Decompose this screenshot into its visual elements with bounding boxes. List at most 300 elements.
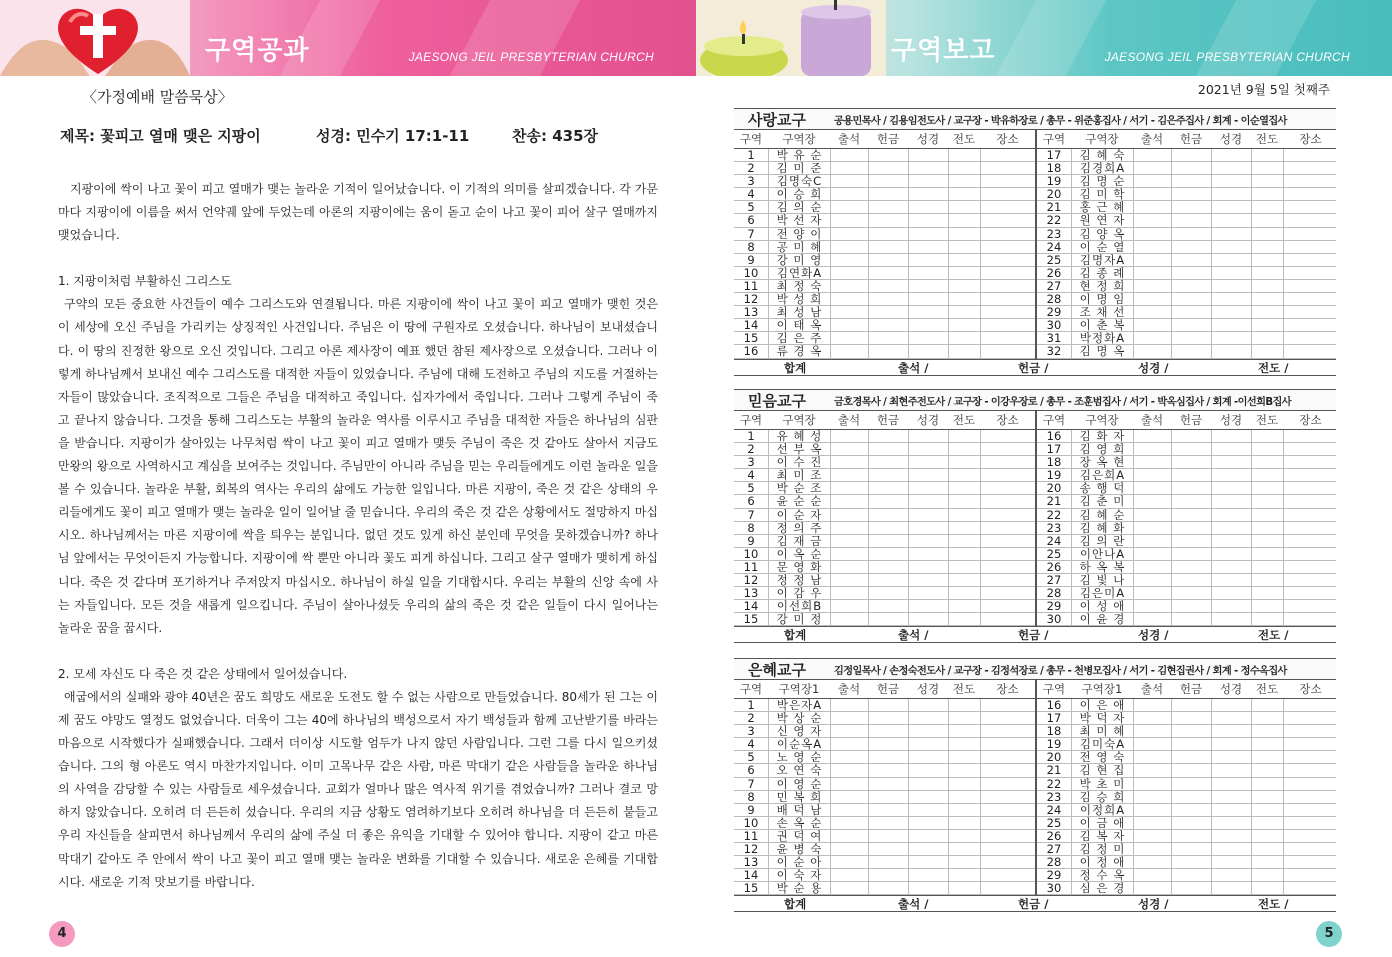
bible-cell[interactable] [908, 149, 948, 162]
offering-cell[interactable] [868, 228, 908, 241]
offering-cell[interactable] [868, 764, 908, 777]
location-cell[interactable] [1283, 267, 1338, 280]
location-cell[interactable] [1283, 791, 1338, 804]
bible-cell[interactable] [908, 561, 948, 574]
evangelism-cell[interactable] [1251, 267, 1283, 280]
location-cell[interactable] [1283, 725, 1338, 738]
offering-cell[interactable] [1171, 332, 1211, 345]
location-cell[interactable] [1283, 522, 1338, 535]
location-cell[interactable] [980, 293, 1035, 306]
attendance-cell[interactable] [1133, 443, 1171, 456]
attendance-cell[interactable] [830, 817, 868, 830]
location-cell[interactable] [1283, 332, 1338, 345]
bible-cell[interactable] [908, 522, 948, 535]
evangelism-cell[interactable] [1251, 817, 1283, 830]
location-cell[interactable] [1283, 712, 1338, 725]
location-cell[interactable] [1283, 574, 1338, 587]
evangelism-cell[interactable] [948, 228, 980, 241]
attendance-cell[interactable] [830, 587, 868, 600]
bible-cell[interactable] [1211, 817, 1251, 830]
offering-cell[interactable] [868, 522, 908, 535]
attendance-cell[interactable] [1133, 882, 1171, 895]
offering-cell[interactable] [1171, 254, 1211, 267]
bible-cell[interactable] [1211, 149, 1251, 162]
location-cell[interactable] [1283, 738, 1338, 751]
attendance-cell[interactable] [830, 430, 868, 443]
offering-cell[interactable] [1171, 319, 1211, 332]
evangelism-cell[interactable] [1251, 751, 1283, 764]
offering-cell[interactable] [1171, 751, 1211, 764]
attendance-cell[interactable] [830, 869, 868, 882]
location-cell[interactable] [1283, 228, 1338, 241]
offering-cell[interactable] [1171, 482, 1211, 495]
bible-cell[interactable] [908, 817, 948, 830]
attendance-cell[interactable] [1133, 574, 1171, 587]
bible-cell[interactable] [1211, 482, 1251, 495]
location-cell[interactable] [980, 764, 1035, 777]
bible-cell[interactable] [1211, 162, 1251, 175]
attendance-cell[interactable] [1133, 764, 1171, 777]
evangelism-cell[interactable] [948, 188, 980, 201]
location-cell[interactable] [1283, 469, 1338, 482]
location-cell[interactable] [980, 882, 1035, 895]
attendance-cell[interactable] [830, 280, 868, 293]
attendance-cell[interactable] [1133, 561, 1171, 574]
location-cell[interactable] [980, 699, 1035, 712]
offering-cell[interactable] [868, 345, 908, 358]
bible-cell[interactable] [908, 332, 948, 345]
location-cell[interactable] [1283, 843, 1338, 856]
attendance-cell[interactable] [1133, 751, 1171, 764]
offering-cell[interactable] [868, 254, 908, 267]
bible-cell[interactable] [1211, 241, 1251, 254]
offering-cell[interactable] [1171, 306, 1211, 319]
location-cell[interactable] [1283, 509, 1338, 522]
location-cell[interactable] [980, 843, 1035, 856]
offering-cell[interactable] [1171, 817, 1211, 830]
evangelism-cell[interactable] [1251, 456, 1283, 469]
offering-cell[interactable] [1171, 830, 1211, 843]
bible-cell[interactable] [1211, 267, 1251, 280]
attendance-cell[interactable] [1133, 869, 1171, 882]
location-cell[interactable] [980, 738, 1035, 751]
bible-cell[interactable] [908, 201, 948, 214]
attendance-cell[interactable] [830, 443, 868, 456]
evangelism-cell[interactable] [1251, 712, 1283, 725]
evangelism-cell[interactable] [1251, 804, 1283, 817]
location-cell[interactable] [1283, 175, 1338, 188]
bible-cell[interactable] [1211, 587, 1251, 600]
evangelism-cell[interactable] [1251, 535, 1283, 548]
attendance-cell[interactable] [1133, 509, 1171, 522]
offering-cell[interactable] [1171, 280, 1211, 293]
bible-cell[interactable] [1211, 778, 1251, 791]
evangelism-cell[interactable] [1251, 738, 1283, 751]
bible-cell[interactable] [908, 804, 948, 817]
evangelism-cell[interactable] [948, 738, 980, 751]
attendance-cell[interactable] [1133, 319, 1171, 332]
bible-cell[interactable] [908, 869, 948, 882]
attendance-cell[interactable] [1133, 306, 1171, 319]
location-cell[interactable] [980, 149, 1035, 162]
evangelism-cell[interactable] [948, 600, 980, 613]
bible-cell[interactable] [908, 214, 948, 227]
location-cell[interactable] [1283, 345, 1338, 358]
attendance-cell[interactable] [1133, 332, 1171, 345]
offering-cell[interactable] [1171, 613, 1211, 626]
attendance-cell[interactable] [830, 228, 868, 241]
offering-cell[interactable] [1171, 241, 1211, 254]
evangelism-cell[interactable] [1251, 201, 1283, 214]
bible-cell[interactable] [1211, 882, 1251, 895]
evangelism-cell[interactable] [1251, 228, 1283, 241]
evangelism-cell[interactable] [1251, 548, 1283, 561]
location-cell[interactable] [980, 817, 1035, 830]
bible-cell[interactable] [1211, 791, 1251, 804]
bible-cell[interactable] [908, 430, 948, 443]
offering-cell[interactable] [868, 509, 908, 522]
evangelism-cell[interactable] [948, 548, 980, 561]
attendance-cell[interactable] [1133, 201, 1171, 214]
evangelism-cell[interactable] [1251, 306, 1283, 319]
attendance-cell[interactable] [1133, 548, 1171, 561]
offering-cell[interactable] [868, 856, 908, 869]
attendance-cell[interactable] [830, 345, 868, 358]
evangelism-cell[interactable] [948, 509, 980, 522]
bible-cell[interactable] [908, 613, 948, 626]
evangelism-cell[interactable] [1251, 430, 1283, 443]
attendance-cell[interactable] [830, 535, 868, 548]
attendance-cell[interactable] [1133, 456, 1171, 469]
offering-cell[interactable] [868, 201, 908, 214]
location-cell[interactable] [980, 509, 1035, 522]
attendance-cell[interactable] [1133, 495, 1171, 508]
evangelism-cell[interactable] [948, 699, 980, 712]
evangelism-cell[interactable] [1251, 574, 1283, 587]
attendance-cell[interactable] [830, 175, 868, 188]
offering-cell[interactable] [1171, 738, 1211, 751]
bible-cell[interactable] [1211, 469, 1251, 482]
offering-cell[interactable] [868, 443, 908, 456]
bible-cell[interactable] [908, 830, 948, 843]
location-cell[interactable] [980, 254, 1035, 267]
location-cell[interactable] [1283, 804, 1338, 817]
evangelism-cell[interactable] [948, 561, 980, 574]
evangelism-cell[interactable] [1251, 830, 1283, 843]
evangelism-cell[interactable] [948, 293, 980, 306]
attendance-cell[interactable] [830, 561, 868, 574]
offering-cell[interactable] [1171, 574, 1211, 587]
location-cell[interactable] [980, 456, 1035, 469]
evangelism-cell[interactable] [948, 345, 980, 358]
bible-cell[interactable] [1211, 228, 1251, 241]
bible-cell[interactable] [908, 548, 948, 561]
evangelism-cell[interactable] [948, 443, 980, 456]
location-cell[interactable] [980, 522, 1035, 535]
evangelism-cell[interactable] [1251, 495, 1283, 508]
bible-cell[interactable] [908, 293, 948, 306]
attendance-cell[interactable] [1133, 613, 1171, 626]
bible-cell[interactable] [1211, 712, 1251, 725]
attendance-cell[interactable] [1133, 725, 1171, 738]
evangelism-cell[interactable] [1251, 869, 1283, 882]
attendance-cell[interactable] [1133, 804, 1171, 817]
evangelism-cell[interactable] [1251, 443, 1283, 456]
bible-cell[interactable] [908, 509, 948, 522]
attendance-cell[interactable] [1133, 587, 1171, 600]
bible-cell[interactable] [1211, 345, 1251, 358]
offering-cell[interactable] [1171, 548, 1211, 561]
attendance-cell[interactable] [830, 254, 868, 267]
location-cell[interactable] [980, 804, 1035, 817]
location-cell[interactable] [1283, 830, 1338, 843]
location-cell[interactable] [980, 175, 1035, 188]
attendance-cell[interactable] [830, 149, 868, 162]
bible-cell[interactable] [1211, 319, 1251, 332]
evangelism-cell[interactable] [948, 574, 980, 587]
attendance-cell[interactable] [830, 574, 868, 587]
evangelism-cell[interactable] [948, 817, 980, 830]
attendance-cell[interactable] [830, 613, 868, 626]
location-cell[interactable] [1283, 456, 1338, 469]
offering-cell[interactable] [1171, 535, 1211, 548]
location-cell[interactable] [980, 751, 1035, 764]
location-cell[interactable] [980, 778, 1035, 791]
evangelism-cell[interactable] [948, 175, 980, 188]
offering-cell[interactable] [868, 830, 908, 843]
evangelism-cell[interactable] [1251, 482, 1283, 495]
attendance-cell[interactable] [830, 712, 868, 725]
offering-cell[interactable] [1171, 587, 1211, 600]
attendance-cell[interactable] [830, 469, 868, 482]
attendance-cell[interactable] [1133, 522, 1171, 535]
offering-cell[interactable] [868, 430, 908, 443]
bible-cell[interactable] [908, 495, 948, 508]
bible-cell[interactable] [1211, 548, 1251, 561]
offering-cell[interactable] [868, 241, 908, 254]
bible-cell[interactable] [1211, 856, 1251, 869]
evangelism-cell[interactable] [1251, 214, 1283, 227]
attendance-cell[interactable] [830, 791, 868, 804]
location-cell[interactable] [1283, 535, 1338, 548]
evangelism-cell[interactable] [1251, 791, 1283, 804]
location-cell[interactable] [980, 535, 1035, 548]
location-cell[interactable] [1283, 306, 1338, 319]
bible-cell[interactable] [1211, 280, 1251, 293]
attendance-cell[interactable] [1133, 817, 1171, 830]
attendance-cell[interactable] [830, 306, 868, 319]
bible-cell[interactable] [908, 188, 948, 201]
offering-cell[interactable] [1171, 843, 1211, 856]
offering-cell[interactable] [1171, 699, 1211, 712]
bible-cell[interactable] [908, 241, 948, 254]
offering-cell[interactable] [868, 149, 908, 162]
offering-cell[interactable] [1171, 443, 1211, 456]
evangelism-cell[interactable] [948, 162, 980, 175]
evangelism-cell[interactable] [948, 149, 980, 162]
attendance-cell[interactable] [830, 201, 868, 214]
attendance-cell[interactable] [1133, 430, 1171, 443]
evangelism-cell[interactable] [1251, 843, 1283, 856]
attendance-cell[interactable] [1133, 843, 1171, 856]
evangelism-cell[interactable] [948, 712, 980, 725]
attendance-cell[interactable] [830, 162, 868, 175]
offering-cell[interactable] [1171, 201, 1211, 214]
bible-cell[interactable] [908, 738, 948, 751]
attendance-cell[interactable] [1133, 699, 1171, 712]
bible-cell[interactable] [908, 751, 948, 764]
evangelism-cell[interactable] [1251, 778, 1283, 791]
evangelism-cell[interactable] [948, 267, 980, 280]
evangelism-cell[interactable] [1251, 293, 1283, 306]
offering-cell[interactable] [1171, 267, 1211, 280]
evangelism-cell[interactable] [1251, 254, 1283, 267]
attendance-cell[interactable] [1133, 791, 1171, 804]
offering-cell[interactable] [1171, 149, 1211, 162]
offering-cell[interactable] [868, 293, 908, 306]
offering-cell[interactable] [1171, 804, 1211, 817]
offering-cell[interactable] [868, 456, 908, 469]
offering-cell[interactable] [868, 587, 908, 600]
location-cell[interactable] [1283, 241, 1338, 254]
bible-cell[interactable] [1211, 738, 1251, 751]
bible-cell[interactable] [1211, 764, 1251, 777]
evangelism-cell[interactable] [948, 791, 980, 804]
bible-cell[interactable] [908, 856, 948, 869]
location-cell[interactable] [980, 791, 1035, 804]
evangelism-cell[interactable] [948, 830, 980, 843]
location-cell[interactable] [1283, 856, 1338, 869]
offering-cell[interactable] [868, 778, 908, 791]
offering-cell[interactable] [1171, 856, 1211, 869]
bible-cell[interactable] [1211, 600, 1251, 613]
location-cell[interactable] [1283, 254, 1338, 267]
location-cell[interactable] [980, 319, 1035, 332]
offering-cell[interactable] [868, 319, 908, 332]
attendance-cell[interactable] [1133, 778, 1171, 791]
evangelism-cell[interactable] [1251, 188, 1283, 201]
bible-cell[interactable] [1211, 561, 1251, 574]
location-cell[interactable] [1283, 495, 1338, 508]
location-cell[interactable] [1283, 162, 1338, 175]
offering-cell[interactable] [1171, 456, 1211, 469]
offering-cell[interactable] [868, 600, 908, 613]
evangelism-cell[interactable] [948, 254, 980, 267]
offering-cell[interactable] [868, 804, 908, 817]
offering-cell[interactable] [868, 548, 908, 561]
evangelism-cell[interactable] [1251, 882, 1283, 895]
attendance-cell[interactable] [830, 509, 868, 522]
evangelism-cell[interactable] [948, 241, 980, 254]
evangelism-cell[interactable] [1251, 587, 1283, 600]
offering-cell[interactable] [868, 712, 908, 725]
location-cell[interactable] [1283, 548, 1338, 561]
attendance-cell[interactable] [830, 332, 868, 345]
location-cell[interactable] [1283, 778, 1338, 791]
bible-cell[interactable] [908, 482, 948, 495]
bible-cell[interactable] [908, 175, 948, 188]
location-cell[interactable] [1283, 764, 1338, 777]
location-cell[interactable] [980, 830, 1035, 843]
offering-cell[interactable] [868, 738, 908, 751]
offering-cell[interactable] [868, 699, 908, 712]
offering-cell[interactable] [1171, 509, 1211, 522]
attendance-cell[interactable] [830, 600, 868, 613]
evangelism-cell[interactable] [948, 495, 980, 508]
evangelism-cell[interactable] [1251, 345, 1283, 358]
offering-cell[interactable] [1171, 778, 1211, 791]
location-cell[interactable] [980, 548, 1035, 561]
offering-cell[interactable] [868, 332, 908, 345]
bible-cell[interactable] [908, 600, 948, 613]
location-cell[interactable] [980, 162, 1035, 175]
offering-cell[interactable] [1171, 162, 1211, 175]
attendance-cell[interactable] [830, 764, 868, 777]
attendance-cell[interactable] [1133, 280, 1171, 293]
offering-cell[interactable] [868, 214, 908, 227]
attendance-cell[interactable] [830, 214, 868, 227]
bible-cell[interactable] [1211, 699, 1251, 712]
offering-cell[interactable] [1171, 293, 1211, 306]
offering-cell[interactable] [868, 482, 908, 495]
attendance-cell[interactable] [830, 830, 868, 843]
bible-cell[interactable] [908, 712, 948, 725]
evangelism-cell[interactable] [948, 587, 980, 600]
evangelism-cell[interactable] [1251, 280, 1283, 293]
evangelism-cell[interactable] [948, 804, 980, 817]
attendance-cell[interactable] [1133, 345, 1171, 358]
evangelism-cell[interactable] [1251, 241, 1283, 254]
location-cell[interactable] [1283, 817, 1338, 830]
attendance-cell[interactable] [1133, 162, 1171, 175]
location-cell[interactable] [980, 345, 1035, 358]
evangelism-cell[interactable] [948, 482, 980, 495]
attendance-cell[interactable] [1133, 738, 1171, 751]
location-cell[interactable] [1283, 613, 1338, 626]
location-cell[interactable] [980, 201, 1035, 214]
offering-cell[interactable] [1171, 188, 1211, 201]
bible-cell[interactable] [908, 587, 948, 600]
offering-cell[interactable] [868, 469, 908, 482]
attendance-cell[interactable] [1133, 214, 1171, 227]
offering-cell[interactable] [1171, 522, 1211, 535]
location-cell[interactable] [1283, 482, 1338, 495]
attendance-cell[interactable] [1133, 228, 1171, 241]
attendance-cell[interactable] [1133, 482, 1171, 495]
bible-cell[interactable] [908, 443, 948, 456]
offering-cell[interactable] [868, 869, 908, 882]
evangelism-cell[interactable] [948, 332, 980, 345]
evangelism-cell[interactable] [948, 869, 980, 882]
bible-cell[interactable] [908, 699, 948, 712]
location-cell[interactable] [980, 188, 1035, 201]
attendance-cell[interactable] [830, 856, 868, 869]
offering-cell[interactable] [868, 188, 908, 201]
evangelism-cell[interactable] [1251, 699, 1283, 712]
offering-cell[interactable] [1171, 469, 1211, 482]
location-cell[interactable] [980, 332, 1035, 345]
evangelism-cell[interactable] [1251, 149, 1283, 162]
location-cell[interactable] [980, 443, 1035, 456]
bible-cell[interactable] [1211, 456, 1251, 469]
evangelism-cell[interactable] [948, 306, 980, 319]
evangelism-cell[interactable] [948, 725, 980, 738]
bible-cell[interactable] [1211, 430, 1251, 443]
location-cell[interactable] [980, 495, 1035, 508]
evangelism-cell[interactable] [948, 613, 980, 626]
location-cell[interactable] [1283, 430, 1338, 443]
location-cell[interactable] [980, 228, 1035, 241]
